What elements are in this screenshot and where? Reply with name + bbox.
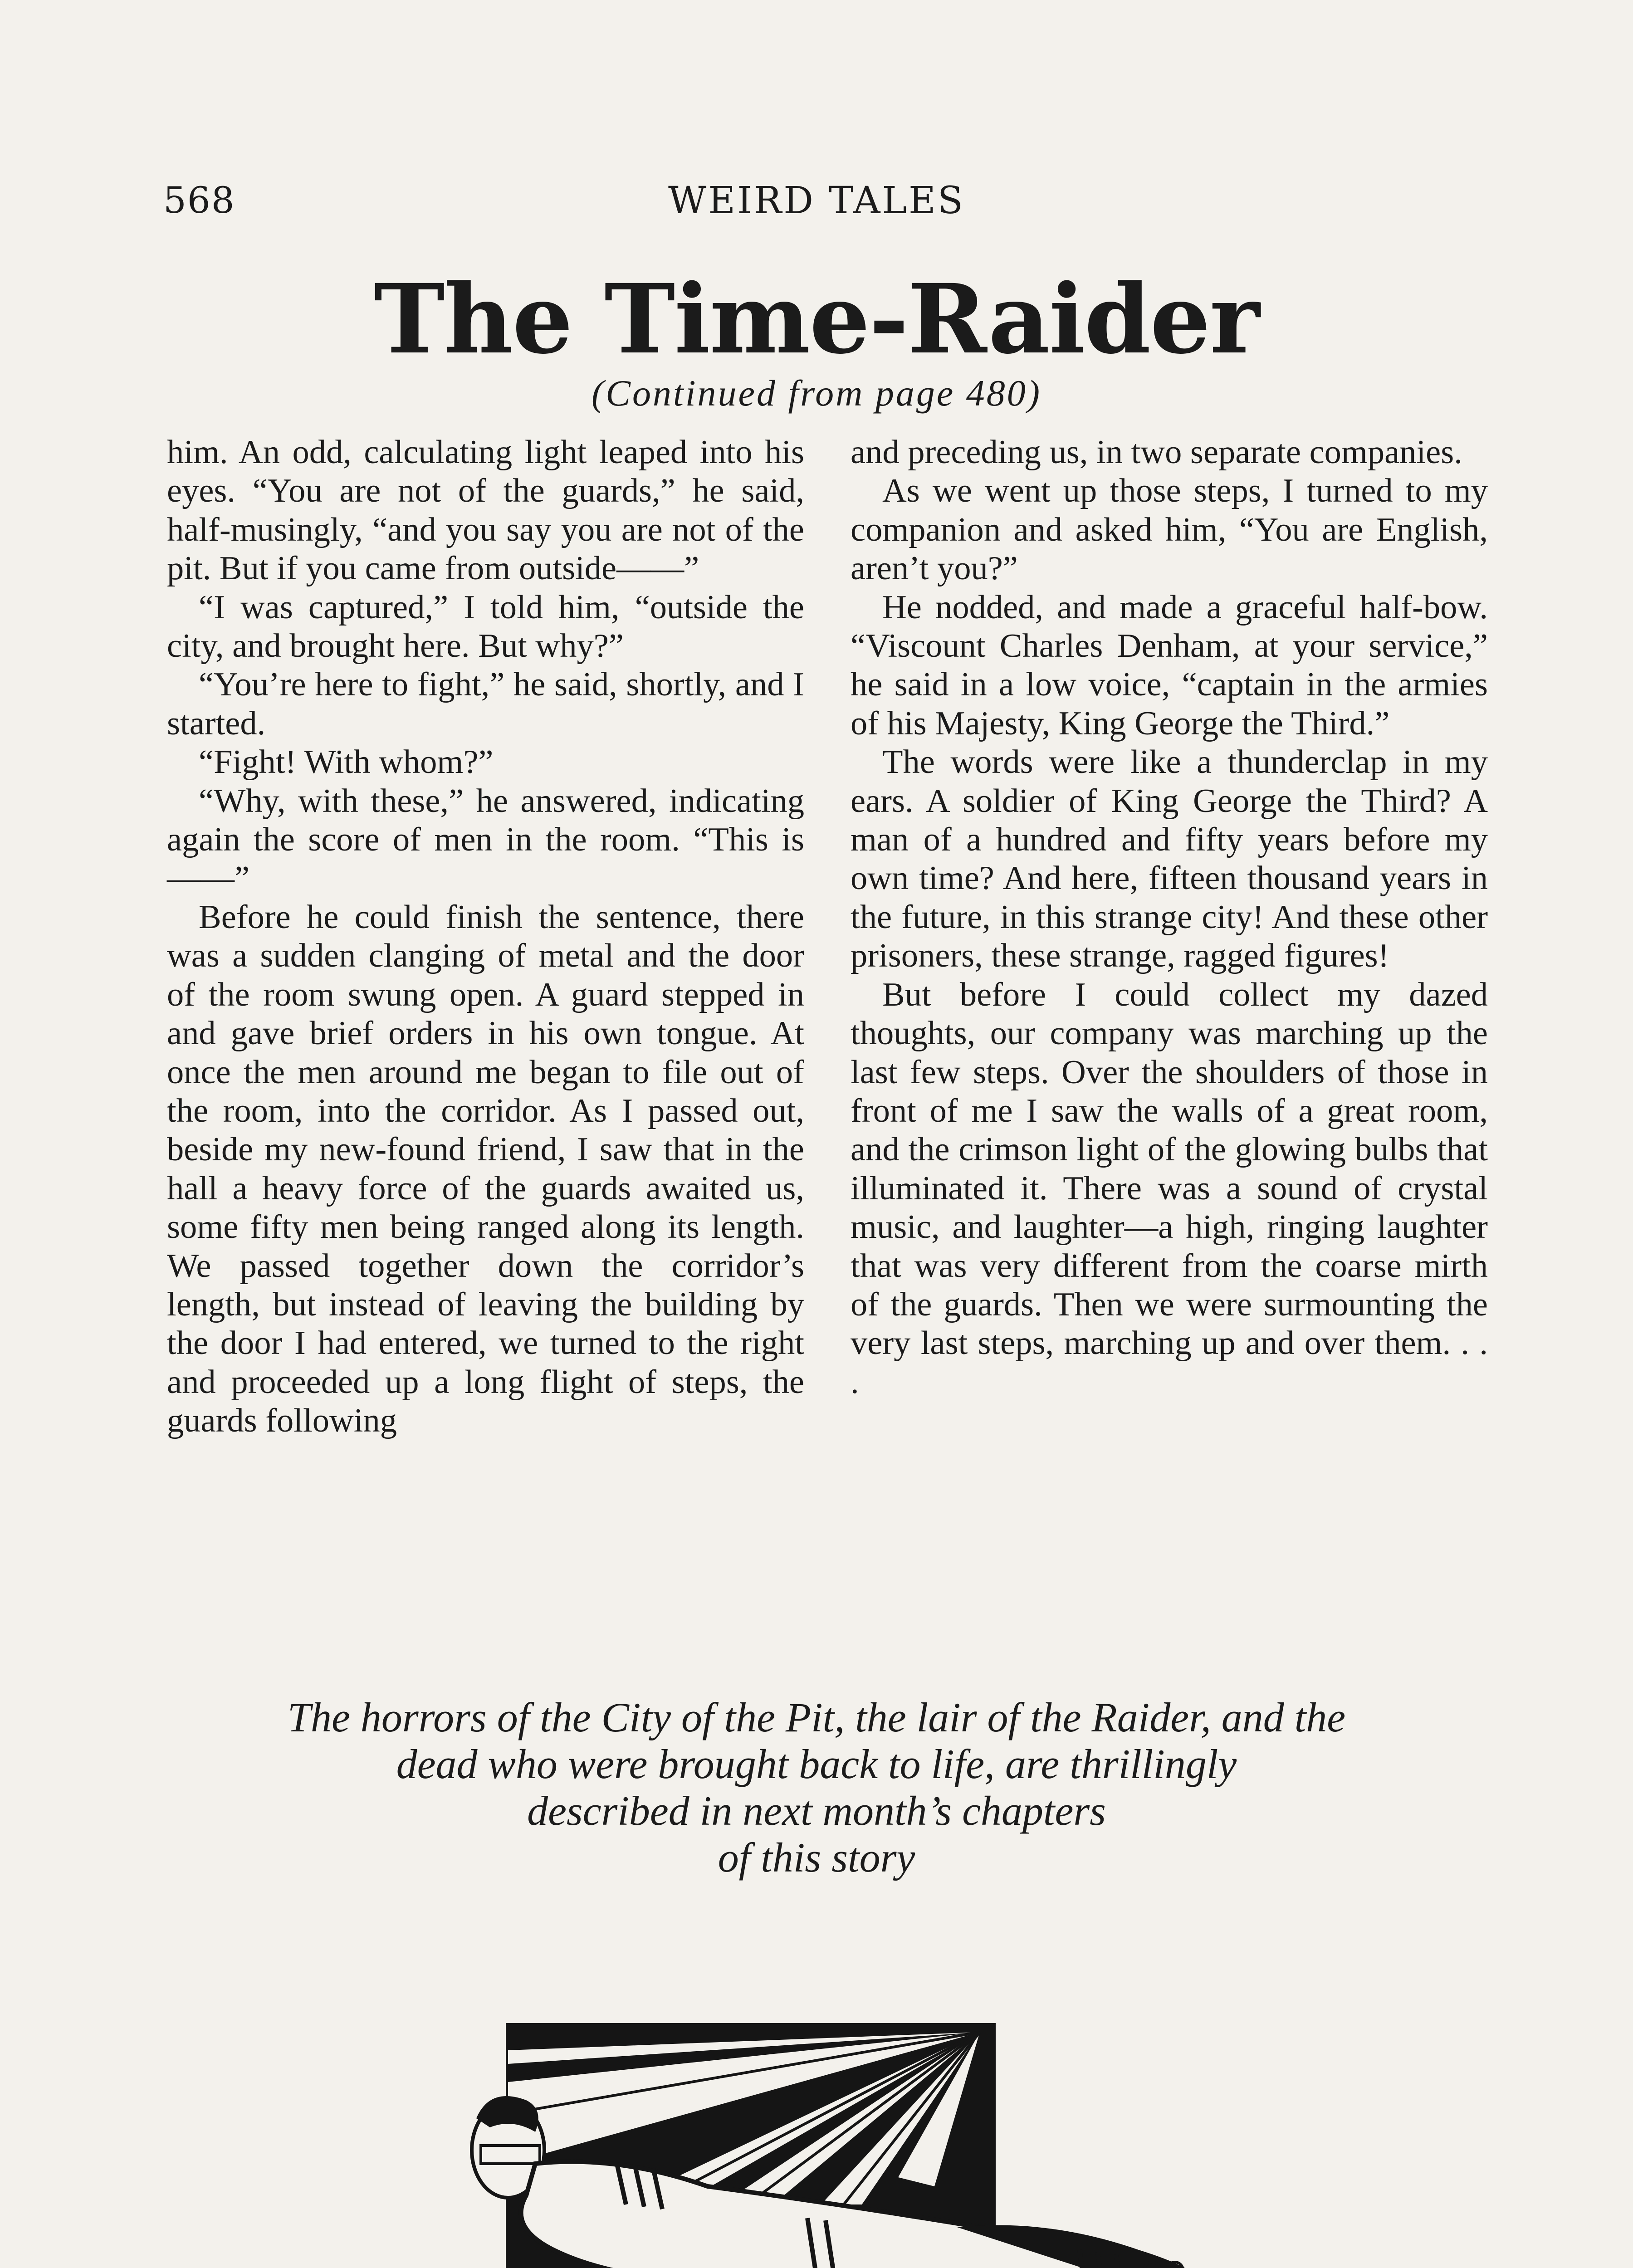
paragraph: As we went up those steps, I turned to my companion and asked him, “You are English, aren’t you?” [851,472,1488,587]
paragraph: But before I could collect my dazed thoughts, our company was marching up the last few steps. Over the shoulders of those in front of me I saw the walls of a great room, and the crimson light of the glowing bulbs that illuminated it. There was a sound of crystal music, and laughter—a high, ringing laughter that was very different from the coarse mirth of the guards. Then we were surmounting the very last steps, marching up and over them. . . . [851,976,1488,1401]
next-issue-teaser [136,1694,1497,1881]
story-title: The Time-Raider [374,263,1259,375]
continued-note: (Continued from page 480) [591,372,1042,414]
paragraph: “Fight! With whom?” [199,743,494,781]
paragraph: The words were like a thunderclap in my ears. A soldier of King George the Third? A man of a hundred and fifty years before my own time? And here, fifteen thousand years in the future, in this strange city! And these other prisoners, these strange, ragged figures! [851,743,1488,975]
paragraph: Before he could finish the sentence, there was a sudden clanging of metal and the door of the room swung open. A guard stepped in and gave brief orders in his own tongue. At once the men around me began to file out of the room, into the corridor. As I passed out, beside my new-found friend, I saw that in the hall a heavy force of the guards awaited us, some fifty men being ranged along its length. We passed together down the corridor’s length, but instead of leaving the building by the door I had entered, we turned to the right and proceeded up a long flight of steps, the guards following [167,898,804,1440]
teaser-line: of this story [718,1834,915,1881]
tailpiece-illustration [163,2014,1492,2268]
teaser-line: The horrors of the City of the Pit, the lair of the Raider, and the [287,1694,1346,1740]
right-column [851,433,1488,1402]
paragraph: “You’re here to fight,” he said, shortly, and I started. [167,666,804,742]
paragraph: him. An odd, calculating light leaped into his eyes. “You are not of the guards,” he said, half-musingly, “and you say you are not of the pit. But if you came from outside——” [167,434,804,587]
paragraph: He nodded, and made a graceful half-bow. “Viscount Charles Denham, at your service,” he said in a low voice, “captain in the armies of his Majesty, King George the Third.” [851,588,1488,742]
paragraph: “Why, with these,” he answered, indicating again the score of men in the room. “This is——” [167,782,804,897]
teaser-line: described in next month’s chapters [527,1788,1106,1834]
page-number: 568 [163,179,235,221]
paragraph: and preceding us, in two separate companies. [851,434,1462,471]
teaser-line: dead who were brought back to life, are thrillingly [396,1741,1237,1787]
left-column [167,433,804,1441]
story-columns [167,433,1489,1658]
running-head [163,179,1470,234]
paragraph: “I was captured,” I told him, “outside the city, and brought here. But why?” [167,588,804,665]
magazine-name: WEIRD TALES [668,179,965,222]
